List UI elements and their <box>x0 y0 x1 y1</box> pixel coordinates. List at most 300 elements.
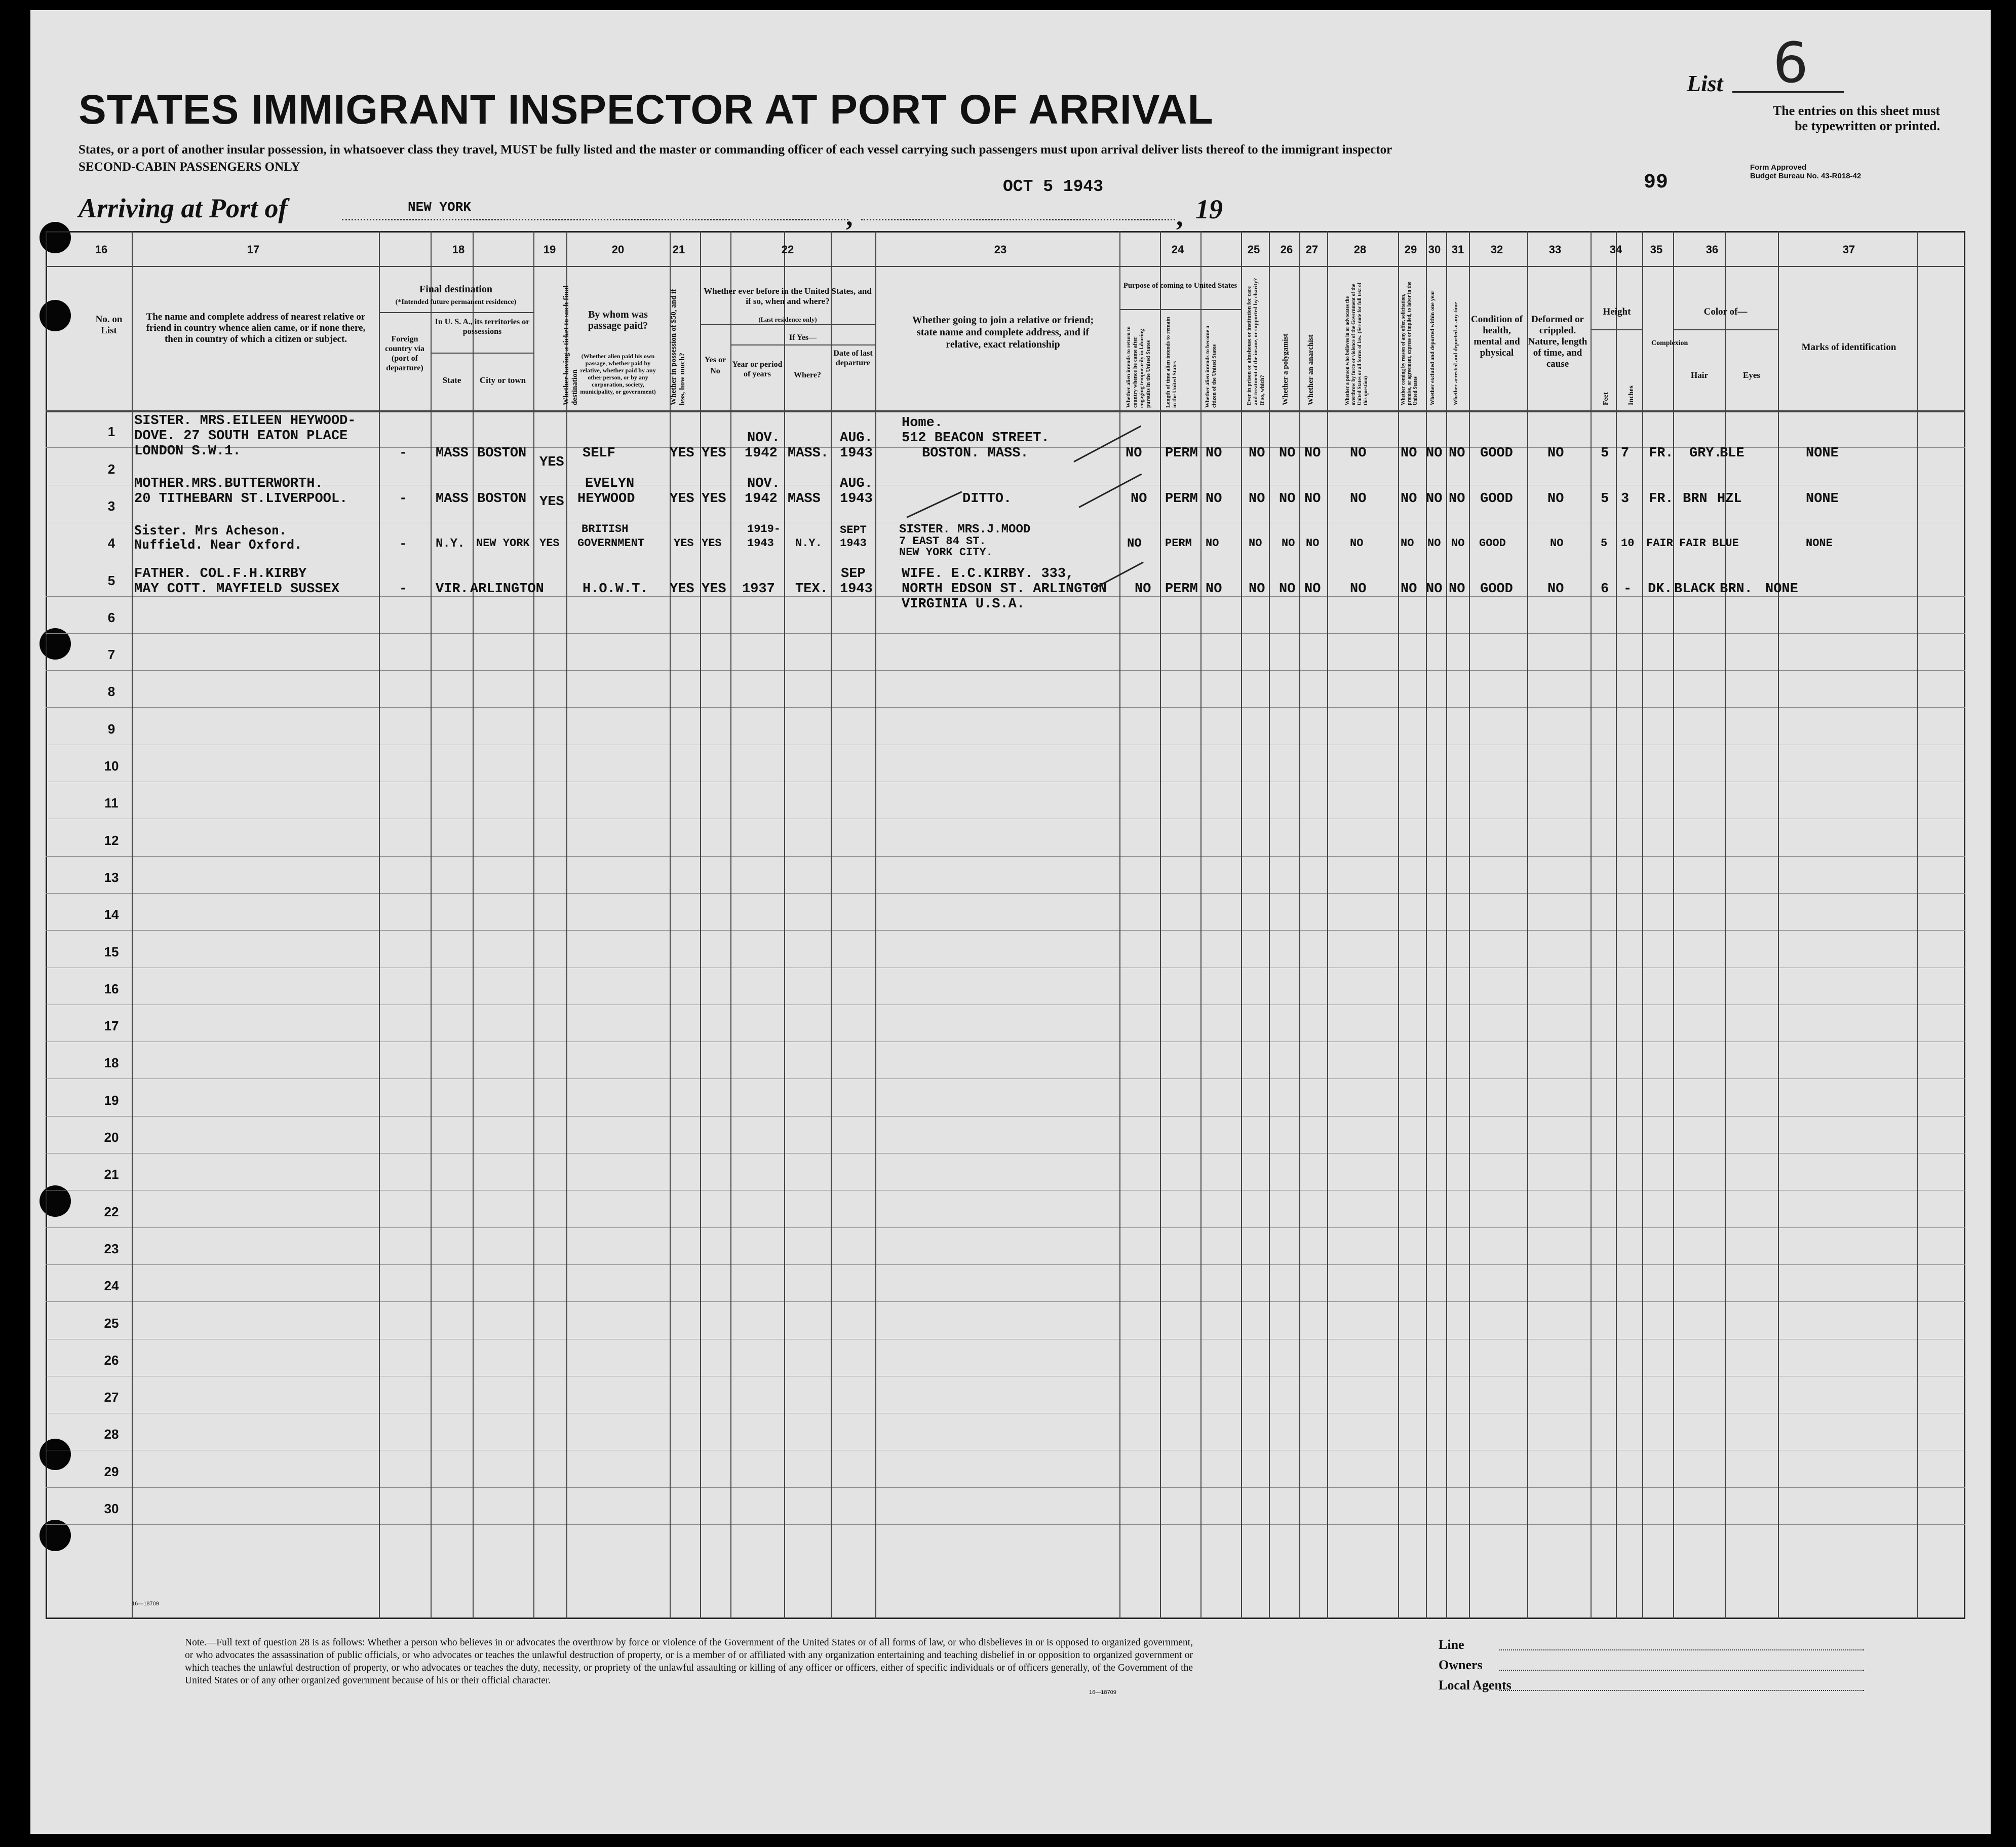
cell-health: GOOD <box>1480 446 1513 461</box>
line-field <box>1499 1649 1864 1650</box>
cell-period: 1937 <box>742 582 775 597</box>
cell-departure: AUG. <box>840 476 873 491</box>
row-rule <box>46 1301 1965 1302</box>
column-rule <box>1327 231 1328 1619</box>
owners-label: Owners <box>1439 1658 1483 1672</box>
cell-joining: WIFE. E.C.KIRBY. 333, <box>902 566 1074 582</box>
arriving-label: Arriving at Port of <box>79 193 288 223</box>
row-number: 25 <box>104 1315 119 1331</box>
cell-inches: 10 <box>1621 537 1635 550</box>
column-rule <box>1616 231 1617 1619</box>
cell-period: 1942 <box>745 446 778 461</box>
entries-note <box>1666 103 1940 134</box>
cell-return: NO <box>1126 446 1142 461</box>
header-height: Height <box>1603 306 1631 317</box>
cell-paid: EVELYN <box>585 476 635 491</box>
column-number: 25 <box>1247 243 1260 256</box>
header-in-usa: In U. S. A., its territories or possessions <box>435 318 530 336</box>
column-number: 30 <box>1428 243 1441 256</box>
cell-relative: Nuffield. Near Oxford. <box>134 537 302 552</box>
cell-health: GOOD <box>1480 582 1513 597</box>
column-rule <box>875 231 876 1619</box>
header-yes-no: Yes or No <box>704 356 726 375</box>
column-rule <box>1673 231 1674 1619</box>
row-number: 3 <box>107 498 115 514</box>
column-rule <box>1119 231 1120 1619</box>
cell-complexion: FR. <box>1649 491 1674 507</box>
cell-eyes: BLE <box>1720 446 1744 461</box>
column-rule <box>1299 231 1300 1619</box>
cell-citizen: NO <box>1206 491 1222 507</box>
column-number: 26 <box>1280 243 1293 256</box>
question-28-note: Note.—Full text of question 28 is as follows: Whether a person who believes in or advocates the overthrow by force or violence of the Government of the United States or of all forms of law, or who disbelieves in or is opposed to organized government, or who advocates the assassination of public officials, or who advocates or teaches the unlawful destruction of property, or is a member of or affiliated with any organization entertaining and teaching disbelief in or opposition to organized government or which teaches the unlawful destruction of property, or who advocates or teaches the duty, necessity, or propriety of the unlawful assaulting or killing of any officer or officers, either of specific individuals or of officers generally, of the Government of the United States or of any other organized government because of his or their official character. <box>185 1637 1193 1686</box>
cell-hair: GRY. <box>1689 446 1722 461</box>
header-state: State <box>442 375 461 385</box>
row-number: 29 <box>104 1464 119 1479</box>
column-rule <box>1527 231 1528 1619</box>
header-eyes: Eyes <box>1743 370 1760 380</box>
list-underline <box>1732 91 1844 93</box>
header-c25: Ever in prison or almshouse or institution for care and treatment of the insane, or supported by charity? If so, which? <box>1246 278 1265 405</box>
subheader-rule <box>730 344 875 345</box>
row-rule <box>46 1487 1965 1488</box>
cell-eyes: HZL <box>1717 491 1742 507</box>
cell-marks: NONE <box>1765 582 1798 597</box>
header-marks: Marks of identification <box>1801 342 1896 353</box>
cell-departure: AUG. <box>840 431 873 446</box>
row-number: 9 <box>107 721 115 737</box>
row-rule <box>46 707 1965 708</box>
cell-polygamist: NO <box>1279 491 1296 507</box>
cell-anarchist: NO <box>1304 446 1321 461</box>
cell-anarchist: NO <box>1304 582 1321 597</box>
column-rule <box>1398 231 1399 1619</box>
column-rule <box>566 231 567 1619</box>
cell-inches: 7 <box>1621 446 1630 461</box>
row-number: 6 <box>107 609 115 625</box>
cell-joining: 512 BEACON STREET. <box>902 431 1050 446</box>
cell-citizen: NO <box>1206 582 1222 597</box>
cell-joining: NEW YORK CITY. <box>899 546 993 559</box>
cell-eyes: BLUE <box>1712 537 1739 550</box>
column-rule <box>533 231 534 1619</box>
column-rule <box>1469 231 1470 1619</box>
cell-paid: SELF <box>583 446 615 461</box>
header-hair: Hair <box>1691 370 1708 380</box>
cell-before: YES <box>702 446 726 461</box>
form-approved-line: Budget Bureau No. 43-R018-42 <box>1750 172 1862 180</box>
cell-marks: NONE <box>1806 446 1839 461</box>
column-rule <box>730 231 731 1619</box>
column-number: 18 <box>452 243 465 256</box>
row-number: 13 <box>104 869 119 885</box>
row-number: 20 <box>104 1130 119 1145</box>
cell-excluded: NO <box>1427 537 1441 550</box>
form-approved-line: Form Approved <box>1750 163 1807 172</box>
manifest-sheet <box>30 10 1991 1834</box>
cell-relative: FATHER. COL.F.H.KIRBY <box>134 566 307 582</box>
row-number: 7 <box>107 647 115 663</box>
form-instructions: States, or a port of another insular possession, in whatsoever class they travel, MUST be fully listed and the master or commanding officer of each vessel carrying such passengers must upon arrival deliver lists thereof to the immigrant inspector <box>79 143 1392 157</box>
cell-city: NEW YORK <box>476 537 530 550</box>
subheader-rule <box>379 312 533 313</box>
column-rule <box>379 231 380 1619</box>
column-rule <box>1778 231 1779 1619</box>
cell-prison: NO <box>1249 537 1262 550</box>
row-number: 18 <box>104 1055 119 1071</box>
cell-joining: 7 EAST 84 ST. <box>899 535 986 548</box>
column-rule <box>1725 231 1726 1619</box>
cell-relative: Sister. Mrs Acheson. <box>134 523 287 537</box>
cell-contract: NO <box>1401 446 1417 461</box>
header-purpose: Purpose of coming to United States <box>1123 282 1237 290</box>
cell-anarchist: NO <box>1304 491 1321 507</box>
header-final-destination-sub: (*Intended future permanent residence) <box>395 298 517 306</box>
cell-contract: NO <box>1401 537 1414 550</box>
cell-city: ARLINGTON <box>470 582 544 597</box>
cell-citizen: NO <box>1206 446 1222 461</box>
row-number: 28 <box>104 1427 119 1442</box>
column-number: 17 <box>247 243 260 256</box>
cell-contract: NO <box>1401 582 1417 597</box>
cell-prison: NO <box>1249 491 1265 507</box>
column-number: 29 <box>1404 243 1417 256</box>
cell-period: 1919- <box>747 523 781 535</box>
header-purpose-length: Length of time alien intends to remain in the United States <box>1165 317 1178 408</box>
column-number: 16 <box>95 243 108 256</box>
cell-deformed: NO <box>1547 491 1564 507</box>
row-number: 14 <box>104 907 119 922</box>
column-number: 24 <box>1171 243 1184 256</box>
cell-anarchist: NO <box>1306 537 1320 550</box>
row-number: 5 <box>107 572 115 588</box>
row-rule <box>46 856 1965 857</box>
header-last-departure: Date of last departure <box>833 349 873 367</box>
cell-marks: NONE <box>1806 491 1839 507</box>
cell-hair: BRN <box>1683 491 1708 507</box>
cell-state: MASS <box>436 446 469 461</box>
header-c28: Whether a person who believes in or advocates the overthrow by force or violence of the Government of the United States or all forms of law. (See note for full text of this question) <box>1345 282 1369 405</box>
cell-departure: 1943 <box>840 446 873 461</box>
header-bottom-rule <box>46 410 1965 412</box>
cell-departure: SEP <box>841 566 866 582</box>
row-number: 2 <box>107 461 115 477</box>
row-number: 19 <box>104 1092 119 1108</box>
form-approved <box>1750 163 1861 180</box>
header-if-yes: If Yes— <box>789 333 817 342</box>
cell-foreign: - <box>399 582 408 597</box>
cell-before: YES <box>702 582 726 597</box>
cell-joining: BOSTON. MASS. <box>922 446 1029 461</box>
cell-length: PERM <box>1165 537 1192 550</box>
cell-q28: NO <box>1350 491 1367 507</box>
cell-foreign: - <box>399 446 408 461</box>
cell-marks: NONE <box>1806 537 1833 550</box>
cell-before: YES <box>702 491 726 507</box>
cell-inches: 3 <box>1621 491 1630 507</box>
header-color-of: Color of— <box>1703 306 1748 317</box>
cell-citizen: NO <box>1206 537 1219 550</box>
header-joining-relative: Whether going to join a relative or friend; state name and complete address, and if relative, exact relationship <box>912 315 1094 350</box>
cell-paid: BRITISH <box>581 523 629 535</box>
form-title: STATES IMMIGRANT INSPECTOR AT PORT OF ARRIVAL <box>79 87 1214 133</box>
cell-return: NO <box>1135 582 1151 597</box>
header-purpose-citizen: Whether alien intends to become a citizen of the United States <box>1205 325 1217 408</box>
column-number: 35 <box>1650 243 1663 256</box>
cell-ticket: YES <box>539 537 560 550</box>
cell-paid: H.O.W.T. <box>583 582 648 597</box>
column-rule <box>1269 231 1270 1619</box>
owners-field <box>1499 1670 1864 1671</box>
cell-relative: 20 TITHEBARN ST.LIVERPOOL. <box>134 491 348 507</box>
cell-money: YES <box>670 582 694 597</box>
cell-money: YES <box>670 491 694 507</box>
cell-contract: NO <box>1401 491 1417 507</box>
cell-length: PERM <box>1165 582 1198 597</box>
cell-foreign: - <box>399 537 408 552</box>
cell-deformed: NO <box>1550 537 1564 550</box>
row-number: 11 <box>104 795 119 811</box>
cell-deported: NO <box>1449 491 1465 507</box>
header-c31: Whether arrested and deported at any time <box>1453 302 1459 405</box>
year-prefix: 19 <box>1195 194 1223 224</box>
header-passage-paid: By whom was passage paid? <box>588 309 648 331</box>
agents-field <box>1499 1690 1864 1691</box>
cell-money: YES <box>674 537 694 550</box>
column-number: 37 <box>1842 243 1855 256</box>
cell-period: NOV. <box>747 476 780 491</box>
row-rule <box>46 1116 1965 1117</box>
cell-feet: 5 <box>1601 491 1609 507</box>
row-number: 24 <box>104 1278 119 1294</box>
cell-feet: 6 <box>1601 582 1609 597</box>
header-complexion: Complexion <box>1651 339 1688 347</box>
cell-state: N.Y. <box>436 537 465 551</box>
column-number: 28 <box>1353 243 1367 256</box>
cell-deported: NO <box>1451 537 1465 550</box>
column-number: 27 <box>1305 243 1319 256</box>
cell-state: MASS <box>436 491 469 507</box>
column-number: 19 <box>543 243 556 256</box>
cell-polygamist: NO <box>1279 446 1296 461</box>
cell-hair: FAIR <box>1679 537 1706 550</box>
cell-period: 1943 <box>747 537 774 550</box>
row-number: 22 <box>104 1204 119 1219</box>
column-number: 32 <box>1490 243 1503 256</box>
header-no-on-list: No. on List <box>95 314 123 336</box>
cell-return: NO <box>1127 537 1142 551</box>
column-number: 36 <box>1705 243 1719 256</box>
column-rule <box>473 231 474 1619</box>
cell-foreign: - <box>399 491 408 507</box>
cell-joining: Home. <box>902 415 943 431</box>
cell-return: NO <box>1131 491 1147 507</box>
header-city: City or town <box>479 375 526 385</box>
subheader-rule <box>431 353 533 354</box>
cell-ticket: YES <box>539 494 564 510</box>
comma: , <box>1176 201 1183 232</box>
row-number: 1 <box>107 424 115 440</box>
cell-eyes: BRN. <box>1720 582 1753 597</box>
header-purpose-return: Whether alien intends to return to country whence he came after engaging temporarily in laboring pursuits in the United States <box>1126 326 1151 408</box>
header-deformed: Deformed or crippled. Nature, length of time, and cause <box>1528 314 1587 369</box>
header-ever-before: Whether ever before in the United States, and if so, when and where? <box>704 286 872 306</box>
arrival-date: OCT 5 1943 <box>1003 177 1104 196</box>
cell-q28: NO <box>1350 537 1364 550</box>
row-number: 23 <box>104 1241 119 1256</box>
cell-excluded: NO <box>1426 491 1443 507</box>
cell-relative: MAY COTT. MAYFIELD SUSSEX <box>134 582 340 597</box>
column-rule <box>1160 231 1161 1619</box>
cell-ticket: YES <box>539 455 564 470</box>
row-number: 17 <box>104 1018 119 1034</box>
sheet-code: 99 <box>1644 171 1669 194</box>
header-final-destination: Final destination <box>419 284 492 295</box>
cell-complexion: FAIR <box>1646 537 1673 550</box>
cell-excluded: NO <box>1426 582 1443 597</box>
cell-state: VIR. <box>436 582 469 597</box>
list-label: List <box>1687 70 1723 96</box>
cell-prison: NO <box>1249 446 1265 461</box>
column-rule <box>1426 231 1427 1619</box>
header-passage-paid-sub: (Whether alien paid his own passage, whether paid by relative, whether paid by any other person, or by any corporation, society, municipality, or government) <box>580 353 656 395</box>
row-rule <box>46 1227 1965 1228</box>
column-rule <box>132 231 133 1619</box>
header-last-residence: (Last residence only) <box>758 316 817 323</box>
cell-where: MASS <box>788 491 821 507</box>
cell-relative: LONDON S.W.1. <box>134 444 241 459</box>
comma: , <box>846 201 853 232</box>
column-rule <box>1446 231 1447 1619</box>
cell-health: GOOD <box>1480 491 1513 507</box>
cell-paid: GOVERNMENT <box>577 537 645 550</box>
column-rule <box>1241 231 1242 1619</box>
cell-deformed: NO <box>1547 582 1564 597</box>
cell-departure: 1943 <box>840 537 867 550</box>
cell-before: YES <box>702 537 722 550</box>
header-c29: Whether coming by reason of any offer, solicitation, promise, or agreement, express or implied, to labor in the United States <box>1401 282 1418 405</box>
column-number: 22 <box>781 243 794 256</box>
row-rule <box>46 670 1965 671</box>
cell-feet: 5 <box>1601 446 1609 461</box>
cell-city: BOSTON <box>477 446 527 461</box>
column-number: 20 <box>611 243 625 256</box>
entries-note-line: be typewritten or printed. <box>1795 119 1940 133</box>
row-number: 4 <box>107 535 115 551</box>
header-year-period: Year or period of years <box>732 360 783 378</box>
row-number: 15 <box>104 944 119 959</box>
row-number: 8 <box>107 684 115 700</box>
cell-relative: MOTHER.MRS.BUTTERWORTH. <box>134 476 323 491</box>
column-number-rule <box>46 266 1965 267</box>
cell-relative: DOVE. 27 SOUTH EATON PLACE <box>134 429 348 444</box>
column-rule <box>670 231 671 1619</box>
note-code: 16—18709 <box>1089 1689 1116 1696</box>
cell-where: N.Y. <box>795 537 822 550</box>
cell-length: PERM <box>1165 491 1198 507</box>
cell-departure: SEPT <box>840 524 867 536</box>
date-dotted-line <box>861 219 1175 220</box>
passenger-class: SECOND-CABIN PASSENGERS ONLY <box>79 160 300 174</box>
cell-relative: SISTER. MRS.EILEEN HEYWOOD- <box>134 413 356 429</box>
cell-q28: NO <box>1350 582 1367 597</box>
column-rule <box>1591 231 1592 1619</box>
cell-money: YES <box>670 446 694 461</box>
row-number: 26 <box>104 1352 119 1368</box>
column-rule <box>1200 231 1201 1619</box>
cell-departure: 1943 <box>840 582 873 597</box>
header-inches: Inches <box>1627 386 1635 405</box>
cell-complexion: FR. <box>1649 446 1674 461</box>
column-rule <box>831 231 832 1619</box>
header-c27: Whether an anarchist <box>1307 334 1315 405</box>
cell-period: 1942 <box>745 491 778 507</box>
cell-deported: NO <box>1449 582 1465 597</box>
cell-excluded: NO <box>1426 446 1443 461</box>
cell-complexion: DK. <box>1648 582 1673 597</box>
row-number: 30 <box>104 1501 119 1516</box>
form-code: 16—18709 <box>132 1601 159 1607</box>
cell-joining: SISTER. MRS.J.MOOD <box>899 523 1031 536</box>
header-feet: Feet <box>1602 392 1610 405</box>
row-number: 12 <box>104 832 119 848</box>
cell-hair: BLACK <box>1674 582 1716 597</box>
header-c30: Whether excluded and deported within one year <box>1429 290 1436 405</box>
cell-inches: - <box>1623 582 1632 597</box>
cell-where: MASS. <box>788 446 829 461</box>
column-rule <box>1642 231 1643 1619</box>
row-number: 27 <box>104 1390 119 1405</box>
column-number: 23 <box>994 243 1007 256</box>
cell-feet: 5 <box>1601 537 1608 550</box>
cell-joining: NORTH EDSON ST. ARLINGTON <box>902 582 1107 597</box>
row-rule <box>46 930 1965 931</box>
row-number: 21 <box>104 1167 119 1182</box>
cell-paid: HEYWOOD <box>577 491 635 507</box>
cell-joining: DITTO. <box>962 491 1012 507</box>
column-number: 34 <box>1609 243 1622 256</box>
entries-note-line: The entries on this sheet must <box>1772 103 1940 118</box>
row-number: 10 <box>104 758 119 774</box>
port-dotted-line <box>342 219 848 220</box>
subheader-rule <box>1673 329 1778 330</box>
header-c26: Whether a polygamist <box>1282 333 1290 405</box>
subheader-rule <box>1119 309 1241 310</box>
cell-polygamist: NO <box>1282 537 1295 550</box>
cell-joining: VIRGINIA U.S.A. <box>902 597 1025 612</box>
agents-label: Local Agents <box>1439 1678 1511 1692</box>
row-rule <box>46 893 1965 894</box>
cell-prison: NO <box>1249 582 1265 597</box>
column-number: 33 <box>1548 243 1562 256</box>
arrival-port: NEW YORK <box>408 200 471 215</box>
cell-health: GOOD <box>1479 537 1506 550</box>
cell-polygamist: NO <box>1279 582 1296 597</box>
column-number: 31 <box>1451 243 1464 256</box>
cell-departure: 1943 <box>840 491 873 507</box>
cell-deformed: NO <box>1547 446 1564 461</box>
column-rule <box>431 231 432 1619</box>
list-number: 6 <box>1773 30 1808 95</box>
cell-city: BOSTON <box>477 491 527 507</box>
header-relative: The name and complete address of nearest relative or friend in country whence alien came, or if none there, then in country of which a citizen or subject. <box>146 312 366 344</box>
header-health: Condition of health, mental and physical <box>1471 314 1523 358</box>
column-rule <box>1917 231 1918 1619</box>
column-rule <box>784 231 785 1619</box>
header-where: Where? <box>794 371 821 379</box>
cell-where: TEX. <box>795 582 828 597</box>
row-rule <box>46 1524 1965 1525</box>
